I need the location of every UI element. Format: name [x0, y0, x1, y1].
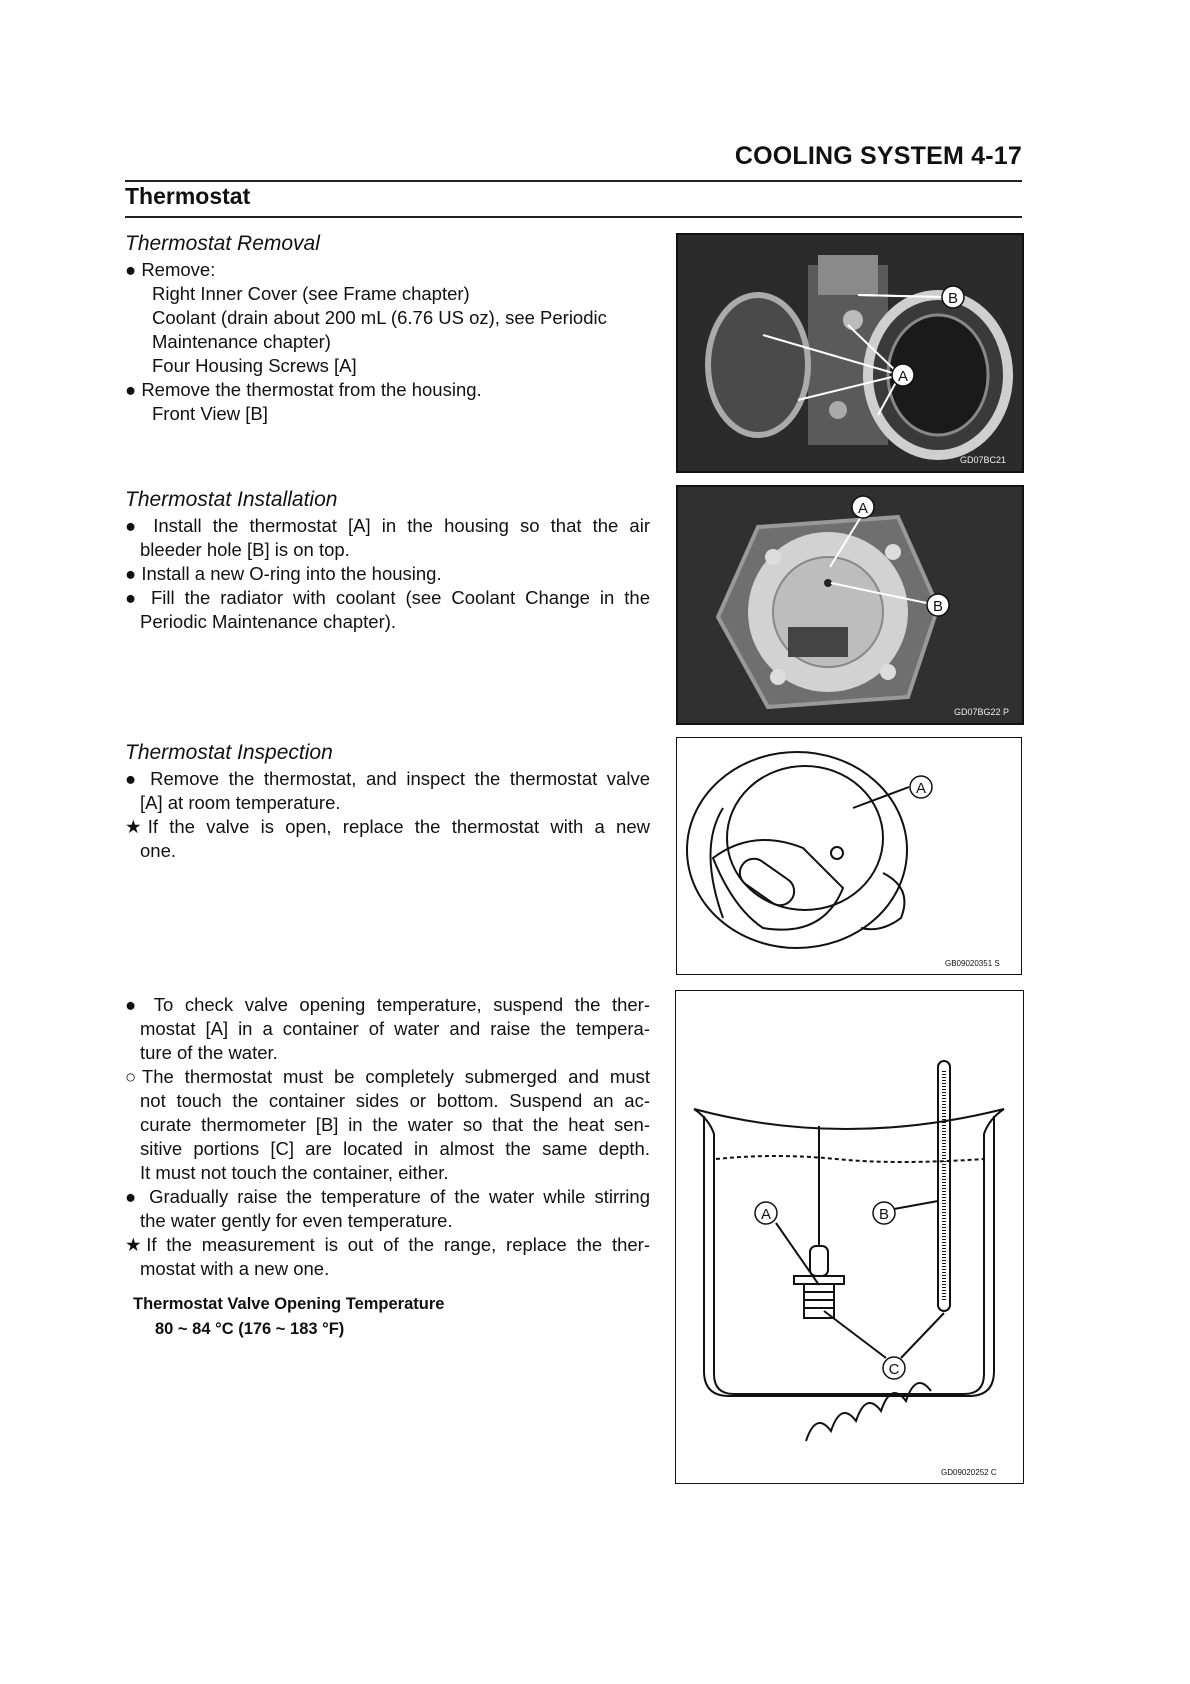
callout-label: A	[897, 368, 909, 385]
test-setup-diagram	[676, 991, 1023, 1483]
section-title: Thermostat	[125, 183, 251, 209]
check-line: curate thermometer [B] in the water so that the heat sen-	[140, 1114, 650, 1135]
check-line: ● Gradually raise the temperature of the water while stirring	[125, 1186, 650, 1207]
check-line: the water gently for even temperature.	[140, 1210, 453, 1231]
removal-line: Four Housing Screws [A]	[152, 355, 357, 376]
installation-photo-illustration	[678, 487, 1022, 723]
installation-line: ● Fill the radiator with coolant (see Coolant Change in the	[125, 587, 650, 608]
header-rule	[125, 180, 1022, 182]
installation-line: ● Install the thermostat [A] in the housing so that the air	[125, 515, 650, 536]
check-line: ★If the measurement is out of the range, replace the ther-	[125, 1234, 650, 1255]
installation-line: ● Install a new O-ring into the housing.	[125, 563, 442, 584]
figure-code: GD07BG22 P	[954, 707, 1010, 717]
installation-line: bleeder hole [B] is on top.	[140, 539, 350, 560]
callout-label: B	[947, 290, 959, 307]
check-line: ● To check valve opening temperature, suspend the ther-	[125, 994, 650, 1015]
page-header-title: COOLING SYSTEM 4-17	[734, 142, 1022, 170]
installation-line: Periodic Maintenance chapter).	[140, 611, 397, 632]
inspection-line: [A] at room temperature.	[140, 792, 341, 813]
callout-label: A	[915, 780, 927, 797]
section-rule	[125, 216, 1022, 218]
removal-line: Front View [B]	[152, 403, 268, 424]
removal-line: Right Inner Cover (see Frame chapter)	[152, 283, 470, 304]
figure-code: GD07BC21	[960, 455, 1007, 465]
inspection-text	[125, 767, 650, 863]
check-line: sitive portions [C] are located in almost the same depth.	[140, 1138, 650, 1159]
removal-line: Coolant (drain about 200 mL (6.76 US oz), see Periodic	[152, 307, 607, 328]
figure-test-setup-diagram	[675, 990, 1024, 1484]
removal-line: Maintenance chapter)	[152, 331, 331, 352]
check-text	[125, 993, 650, 1281]
check-line: ○The thermostat must be completely submerged and must	[125, 1066, 650, 1087]
callout-label: A	[760, 1206, 772, 1223]
installation-text	[125, 514, 650, 634]
callout-label: C	[888, 1361, 900, 1378]
figure-installation-photo	[676, 485, 1024, 725]
callout-label: B	[932, 598, 944, 615]
inspection-line: ● Remove the thermostat, and inspect the thermostat valve	[125, 768, 650, 789]
spec-value: 80 ~ 84 °C (176 ~ 183 °F)	[155, 1320, 345, 1338]
removal-line: ● Remove:	[125, 259, 216, 280]
inspection-heading: Thermostat Inspection	[125, 741, 333, 764]
check-line: mostat with a new one.	[140, 1258, 330, 1279]
check-line: ture of the water.	[140, 1042, 278, 1063]
inspection-line: one.	[140, 840, 177, 861]
removal-line: ● Remove the thermostat from the housing.	[125, 379, 482, 400]
callout-label: B	[878, 1206, 890, 1223]
installation-heading: Thermostat Installation	[125, 488, 338, 511]
figure-code: GD09020252 C	[941, 1468, 997, 1477]
figure-code: GB09020351 S	[945, 959, 1000, 968]
check-line: It must not touch the container, either.	[140, 1162, 449, 1183]
check-line: mostat [A] in a container of water and raise the tempera-	[140, 1018, 650, 1039]
thermostat-drawing	[677, 738, 1021, 974]
spec-title: Thermostat Valve Opening Temperature	[133, 1295, 445, 1313]
callout-label: A	[857, 500, 869, 517]
removal-heading: Thermostat Removal	[125, 232, 320, 255]
figure-housing-photo	[676, 233, 1024, 473]
check-line: not touch the container sides or bottom. Suspend an ac-	[140, 1090, 650, 1111]
housing-photo-illustration	[678, 235, 1022, 471]
inspection-line: ★If the valve is open, replace the thermostat with a new	[125, 816, 650, 837]
figure-thermostat-drawing	[676, 737, 1022, 975]
removal-text	[125, 258, 650, 426]
